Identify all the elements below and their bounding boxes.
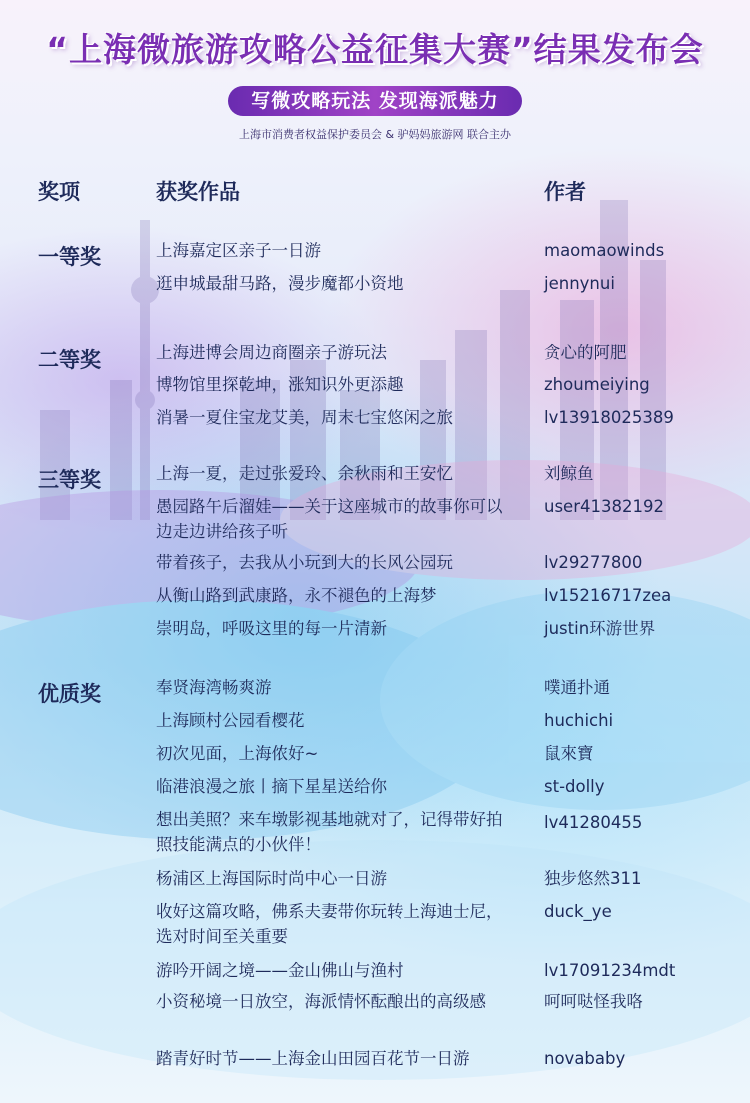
award-author: justin环游世界: [544, 619, 656, 638]
award-author: 噗通扑通: [544, 678, 610, 697]
award-work: 初次见面，上海侬好~: [156, 744, 319, 763]
award-author: 呵呵哒怪我咯: [544, 992, 643, 1011]
award-work: 崇明岛，呼吸这里的每一片清新: [156, 619, 387, 638]
award-work: 博物馆里探乾坤，涨知识外更添趣: [156, 375, 404, 394]
slogan-pill: 写微攻略玩法 发现海派魅力: [228, 86, 522, 116]
award-author: jennynui: [544, 274, 615, 293]
award-author: 刘鲸鱼: [544, 464, 594, 483]
award-work: 踏青好时节——上海金山田园百花节一日游: [156, 1049, 470, 1068]
award-author: 鼠來寶: [544, 744, 594, 763]
award-author: maomaowinds: [544, 241, 665, 260]
column-header-author: 作者: [544, 180, 586, 204]
award-work: 杨浦区上海国际时尚中心一日游: [156, 869, 387, 888]
award-author: huchichi: [544, 711, 614, 730]
award-label-first: 一等奖: [38, 245, 101, 269]
award-work: 从衡山路到武康路，永不褪色的上海梦: [156, 586, 437, 605]
award-author: lv41280455: [544, 813, 643, 832]
award-work: 想出美照？来车墩影视基地就对了，记得带好拍照技能满点的小伙伴！: [156, 810, 503, 854]
award-author: lv15216717zea: [544, 586, 672, 605]
award-work: 上海嘉定区亲子一日游: [156, 241, 321, 260]
award-author: novababy: [544, 1049, 626, 1068]
page-title: “上海微旅游攻略公益征集大赛”结果发布会: [46, 30, 704, 69]
award-author: duck_ye: [544, 902, 612, 921]
column-header-work: 获奖作品: [156, 180, 240, 204]
award-author: zhoumeiying: [544, 375, 650, 394]
award-work: 愚园路午后溜娃——关于这座城市的故事你可以边走边讲给孩子听: [156, 497, 503, 541]
column-header-award: 奖项: [38, 180, 80, 204]
award-author: user41382192: [544, 497, 664, 516]
award-work: 带着孩子，去我从小玩到大的长风公园玩: [156, 553, 453, 572]
award-work: 收好这篇攻略，佛系夫妻带你玩转上海迪士尼，选对时间至关重要: [156, 902, 503, 946]
award-work: 逛申城最甜马路，漫步魔都小资地: [156, 274, 404, 293]
award-work: 临港浪漫之旅丨摘下星星送给你: [156, 777, 387, 796]
award-work: 奉贤海湾畅爽游: [156, 678, 272, 697]
award-author: st-dolly: [544, 777, 605, 796]
award-work: 上海一夏，走过张爱玲、余秋雨和王安忆: [156, 464, 453, 483]
award-author: lv17091234mdt: [544, 961, 676, 980]
award-work: 小资秘境一日放空，海派情怀酝酿出的高级感: [156, 992, 486, 1011]
organizers-line: 上海市消费者权益保护委员会 & 驴妈妈旅游网 联合主办: [238, 128, 512, 141]
award-work: 游吟开阔之境——金山佛山与渔村: [156, 961, 404, 980]
award-label-quality: 优质奖: [38, 682, 101, 706]
award-label-second: 二等奖: [38, 348, 101, 372]
award-author: lv13918025389: [544, 408, 674, 427]
award-work: 上海进博会周边商圈亲子游玩法: [156, 343, 387, 362]
award-author: 独步悠然311: [544, 869, 642, 888]
award-author: lv29277800: [544, 553, 643, 572]
award-work: 上海顾村公园看樱花: [156, 711, 305, 730]
award-label-third: 三等奖: [38, 468, 101, 492]
award-work: 消暑一夏住宝龙艾美，周末七宝悠闲之旅: [156, 408, 453, 427]
award-author: 贪心的阿肥: [544, 343, 627, 362]
